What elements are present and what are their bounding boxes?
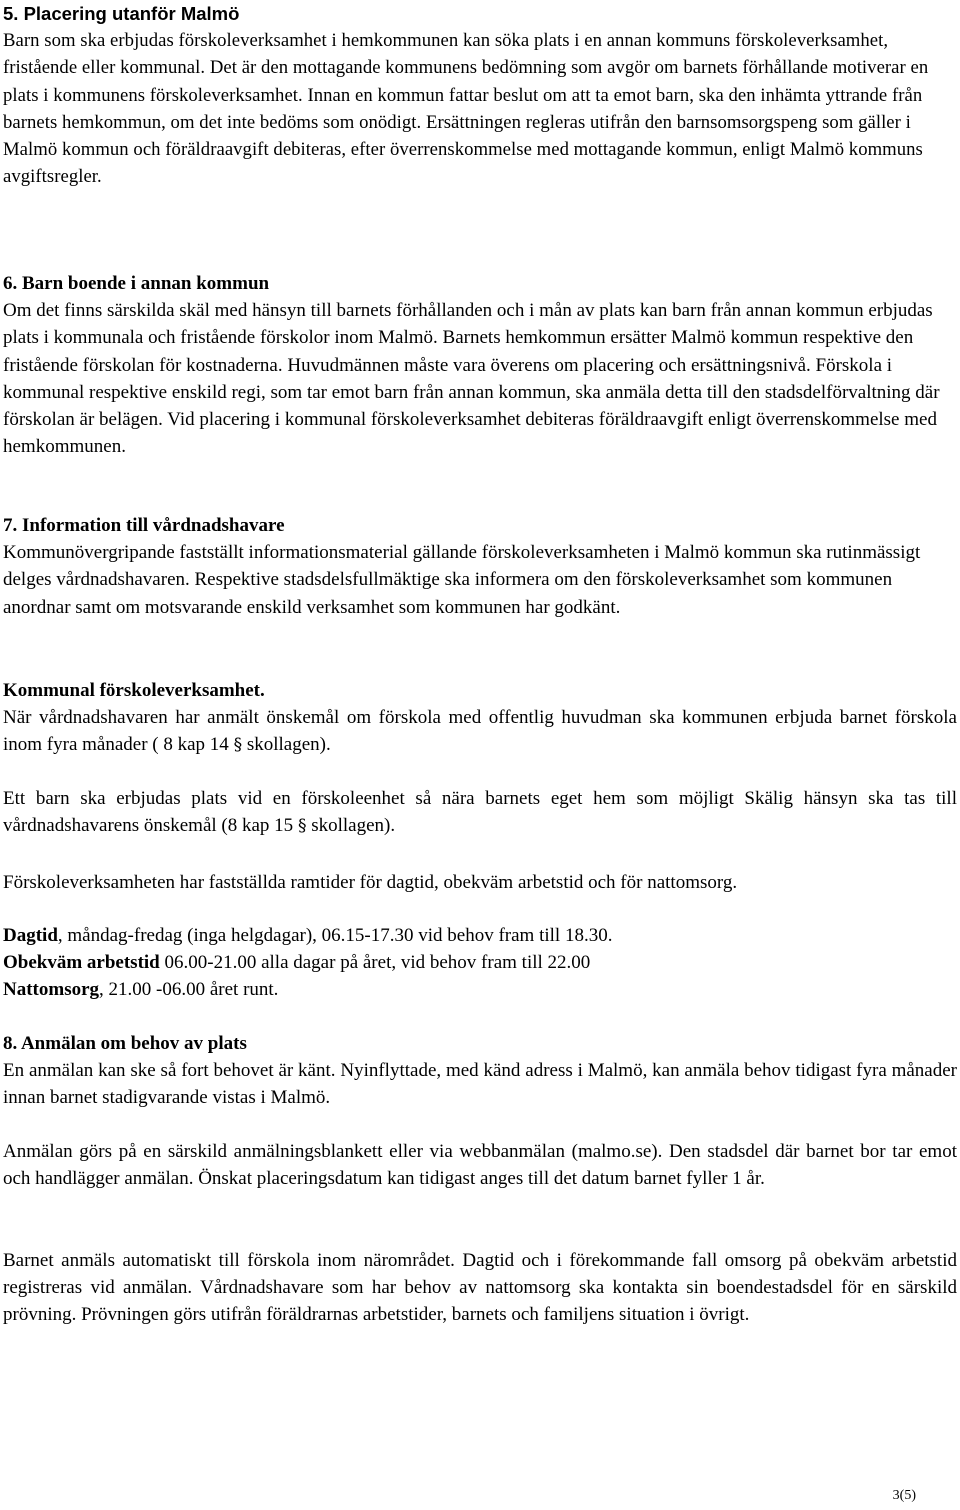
kommunal-paragraph-2 xyxy=(3,785,957,840)
section-8-p2-text: Anmälan görs på en särskild anmälningsblankett eller via webbanmälan (malmo.se). Den stadsdel där barnet bor tar emot och handlägger anmälan. Önskat placeringsdatum kan tidigast anges till det datum barnet fyller 1 år. xyxy=(3,1141,957,1190)
kommunal-p3-text: Förskoleverksamheten har fastställda ramtider för dagtid, obekväm arbetstid och för nattomsorg. xyxy=(3,872,738,893)
kommunal-body-text-a: När vårdnadshavaren har anmält önskemål om förskola med offentlig huvudman ska kommunen erbjuda barnet förskola inom fyra månader ( 8 kap 14 xyxy=(3,707,957,756)
kommunal-p2-text-a: Ett barn ska erbjudas plats vid en förskoleenhet så nära barnets eget hem som möjligt Skälig hänsyn ska tas till vårdnadshavarens önskemål (8 kap 15 xyxy=(3,788,957,837)
kommunal-body xyxy=(3,704,957,759)
kommunal-heading: Kommunal förskoleverksamhet. xyxy=(3,680,265,701)
section-8-p3-text: Barnet anmäls automatiskt till förskola inom närområdet. Dagtid och i förekommande fall omsorg på obekväm arbetstid registreras vid anmälan. Vårdnadshavare som har behov av nattomsorg ska kontakta sin boendestadsdel för en särskild prövning. Prövningen görs utifrån föräldrarnas arbetstider, barnets och familjens situation i övrigt. xyxy=(3,1250,957,1326)
section-8-paragraph-1: En anmälan kan ske så fort behovet är känt. Nyinflyttade, med känd adress i Malmö, kan anmäla behov tidigast fyra månader innan barnet stadigvarande vistas i Malmö. xyxy=(3,1060,957,1109)
dagtid-text: , måndag-fredag (inga helgdagar), 06.15-17.30 vid behov fram till 18.30. xyxy=(57,925,613,946)
section-7-body: Kommunövergripande fastställt informationsmaterial gällande förskoleverksamheten i Malmö kommun ska rutinmässigt delges vårdnadshavaren. Respektive stadsdelsfullmäktige ska informera om den förskoleverksamhet som kommunen anordnar samt om motsvarande enskild verksamhet som kommunen har godkänt. xyxy=(3,542,921,618)
section-7-heading: 7. Information till vårdnadshavare xyxy=(3,515,285,536)
times-dagtid xyxy=(3,922,957,949)
section-6-heading: 6. Barn boende i annan kommun xyxy=(3,273,270,294)
section-8 xyxy=(3,1030,957,1112)
section-5-body: Barn som ska erbjudas förskoleverksamhet i hemkommunen kan söka plats i en annan kommuns förskoleverksamhet, fristående eller kommunal. Det är den mottagande kommunens bedömning som avgör om barnets förhållande motiverar en plats i kommunens förskoleverksamhet. Innan en kommun fattar beslut om att ta emot barn, ska den inhämta yttrande från barnets hemkommun, om det inte bedöms som onödigt. Ersättningen regleras utifrån den barnsomsorgspeng som gäller i Malmö kommun och föräldraavgift debiteras, efter överrenskommelse med mottagande kommun, enligt Malmö kommuns avgiftsregler. xyxy=(3,30,929,188)
nattomsorg-text: , 21.00 -06.00 året runt. xyxy=(99,979,279,1001)
section-6-body: Om det finns särskilda skäl med hänsyn till barnets förhållanden och i mån av plats kan barn från annan kommun erbjudas plats i kommunala och fristående förskolor inom Malmö. Barnets hemkommun ersätter Malmö kommun respektive den fristående förskolan för kostnaderna. Huvudmännen måste vara överens om placering och ersättningsnivå. Förskola i kommunal respektive enskild regi, som tar emot barn från annan kommun, ska anmäla detta till den stadsdelförvaltning där förskolan är belägen. Vid placering i kommunal förskoleverksamhet debiteras föräldraavgift enligt överrenskommelse med hemkommunen. xyxy=(3,300,940,458)
nattomsorg-label: Nattomsorg xyxy=(3,979,100,1001)
page-number: 3(5) xyxy=(892,1488,916,1503)
kommunal-body-text-b: skollagen). xyxy=(242,734,331,756)
times-obekvam xyxy=(3,949,957,976)
section-7 xyxy=(3,512,957,621)
section-sign-glyph-2: § xyxy=(297,816,307,837)
obekvam-text: 06.00-21.00 alla dagar på året, vid behov fram till 22.00 xyxy=(159,952,591,974)
section-8-paragraph-2 xyxy=(3,1138,957,1192)
opening-times xyxy=(3,922,957,1004)
section-5-heading: 5. Placering utanför Malmö xyxy=(3,3,240,24)
times-natt xyxy=(3,976,957,1003)
kommunal-paragraph-3 xyxy=(3,869,957,896)
section-sign-glyph: § xyxy=(233,735,243,756)
section-8-heading: 8. Anmälan om behov av plats xyxy=(3,1033,247,1054)
section-8-paragraph-3 xyxy=(3,1247,957,1329)
kommunal-p2-text-b: skollagen). xyxy=(306,815,396,837)
dagtid-label: Dagtid xyxy=(3,925,58,946)
section-5 xyxy=(3,0,957,190)
section-6 xyxy=(3,270,957,460)
obekvam-label: Obekväm arbetstid xyxy=(3,952,160,974)
kommunal-section xyxy=(3,677,957,760)
